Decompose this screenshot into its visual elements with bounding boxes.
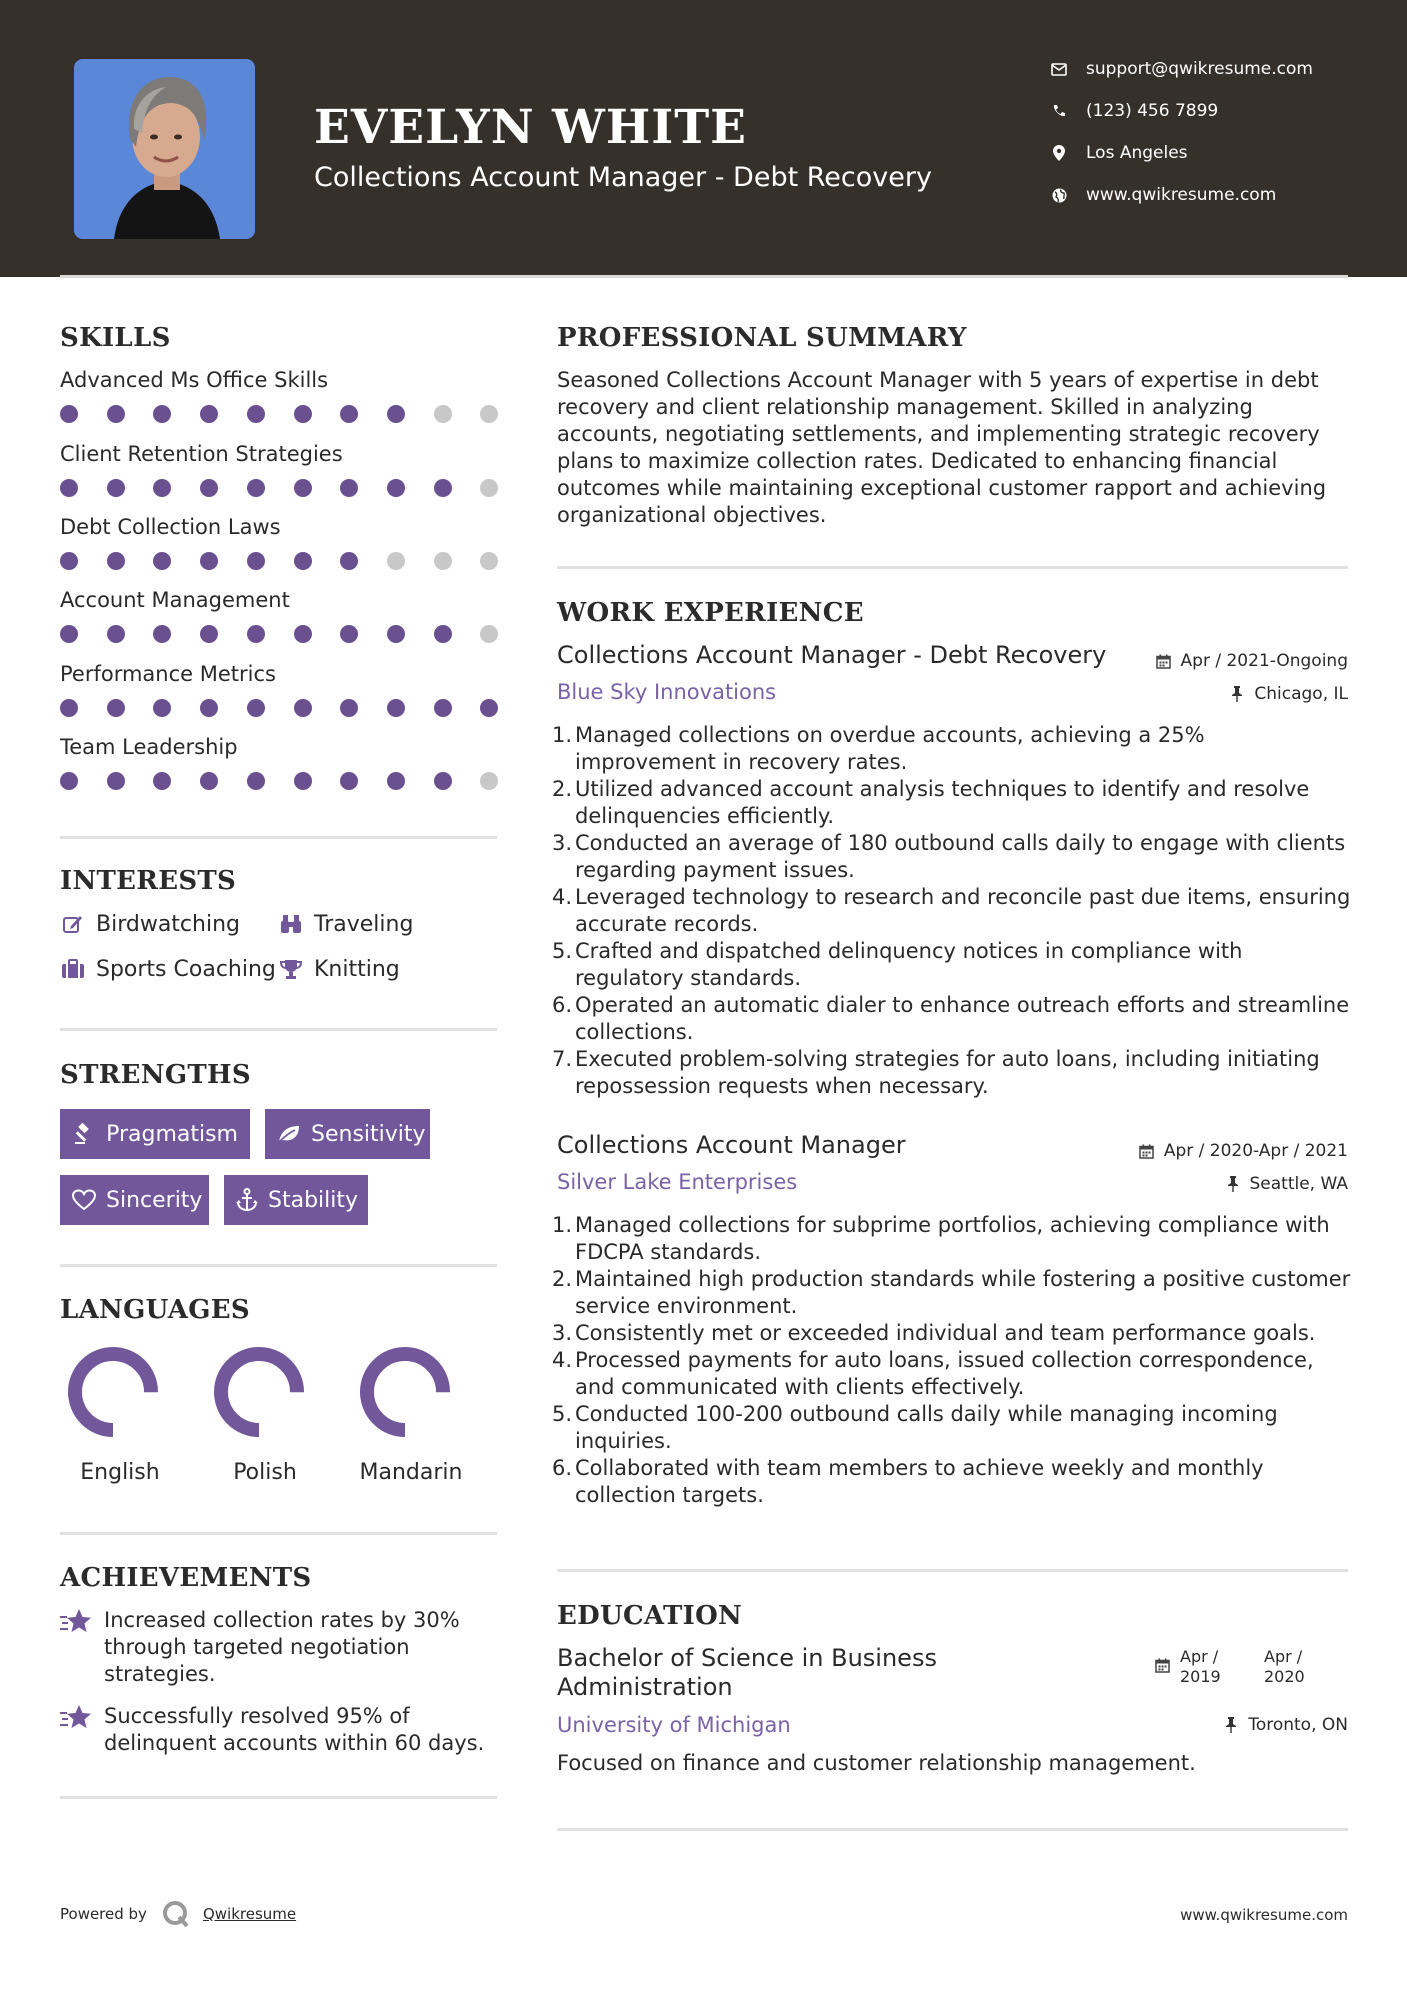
- pushpin-icon: [1222, 1716, 1240, 1734]
- education-start-date: Apr / 2019: [1180, 1647, 1221, 1686]
- skill-name: Team Leadership: [60, 735, 238, 759]
- job-bullet: 2. Utilized advanced account analysis techniques to identify and resolve delinquencies efficiently.: [552, 777, 1310, 828]
- leaf-icon: [277, 1121, 301, 1147]
- skill-dot-filled: [247, 552, 265, 570]
- job-dates: [1155, 651, 1348, 671]
- section-divider: [557, 566, 1348, 569]
- job-bullet: 3. Consistently met or exceeded individual and team performance goals.: [552, 1321, 1316, 1345]
- summary-text: Seasoned Collections Account Manager with 5 years of expertise in debt recovery and client relationship management. Skilled in analyzing accounts, negotiating settlements, and implementing strategic recovery plans to maximize collection rates. Dedicated to enhancing financial outcomes while maintaining exceptional customer rapport and achieving organizational objectives.: [557, 368, 1327, 527]
- skill-dot-filled: [200, 405, 218, 423]
- skill-dot-empty: [434, 405, 452, 423]
- strength-label: Sincerity: [106, 1187, 203, 1213]
- skill-rating: [60, 405, 500, 423]
- achievement-item: [60, 1703, 500, 1763]
- skills-heading: SKILLS: [60, 323, 171, 353]
- skill-dot-filled: [434, 479, 452, 497]
- skill-name: Advanced Ms Office Skills: [60, 368, 329, 392]
- briefcase-icon: [60, 956, 86, 982]
- job-bullet: 5. Conducted 100-200 outbound calls daily while managing incoming inquiries.: [552, 1402, 1278, 1453]
- skill-dot-filled: [153, 625, 171, 643]
- job-bullets: [552, 1212, 1352, 1509]
- qwikresume-logo-icon: [161, 1899, 191, 1929]
- skill-dot-filled: [200, 552, 218, 570]
- skill-dot-empty: [480, 479, 498, 497]
- skill-dot-filled: [294, 405, 312, 423]
- job-bullet: 1. Managed collections on overdue accounts, achieving a 25% improvement in recovery rates.: [552, 723, 1205, 774]
- candidate-name: EVELYN WHITE: [314, 100, 748, 155]
- job-dates: [1138, 1141, 1348, 1161]
- skill-dot-filled: [60, 625, 78, 643]
- skill-dot-filled: [434, 625, 452, 643]
- qwikresume-link[interactable]: Qwikresume: [202, 1905, 297, 1923]
- skill-dot-filled: [60, 552, 78, 570]
- star-achievement-icon: [60, 1703, 92, 1733]
- gavel-icon: [72, 1121, 96, 1147]
- summary-heading: PROFESSIONAL SUMMARY: [557, 323, 967, 353]
- skill-name: Performance Metrics: [60, 662, 276, 686]
- education-heading: EDUCATION: [557, 1601, 743, 1631]
- job-bullet: 1. Managed collections for subprime portfolios, achieving compliance with FDCPA standards.: [552, 1213, 1330, 1264]
- education-location-text: Toronto, ON: [1248, 1715, 1348, 1735]
- skill-dot-filled: [247, 625, 265, 643]
- job-bullets: [552, 722, 1352, 1100]
- achievement-text: Increased collection rates by 30% through targeted negotiation strategies.: [104, 1608, 460, 1686]
- skill-dot-empty: [480, 552, 498, 570]
- pushpin-icon: [1224, 1175, 1242, 1193]
- skill-dot-filled: [340, 405, 358, 423]
- achievement-text: Successfully resolved 95% of delinquent accounts within 60 days.: [104, 1704, 485, 1755]
- skill-dot-filled: [107, 479, 125, 497]
- job-company: Blue Sky Innovations: [557, 680, 777, 704]
- section-divider: [60, 1532, 497, 1535]
- experience-heading: WORK EXPERIENCE: [557, 598, 864, 628]
- pencil-square-icon: [60, 911, 86, 937]
- section-divider: [60, 836, 497, 839]
- skill-dot-filled: [340, 625, 358, 643]
- profile-photo: [74, 59, 255, 239]
- job-bullet: 6. Operated an automatic dialer to enhance outreach efforts and streamline collections.: [552, 993, 1350, 1044]
- interest-label: Traveling: [314, 911, 414, 937]
- skill-dot-filled: [294, 699, 312, 717]
- achievements-heading: ACHIEVEMENTS: [60, 1563, 312, 1593]
- skill-dot-filled: [153, 405, 171, 423]
- language-proficiency-ring: [66, 1345, 160, 1439]
- skill-dot-filled: [60, 699, 78, 717]
- job-bullet: 6. Collaborated with team members to achieve weekly and monthly collection targets.: [552, 1456, 1264, 1507]
- skill-rating: [60, 552, 500, 570]
- skill-dot-filled: [294, 479, 312, 497]
- calendar-icon: [1155, 1658, 1173, 1676]
- education-description: Focused on finance and customer relationship management.: [557, 1751, 1196, 1775]
- skill-dot-empty: [480, 405, 498, 423]
- achievement-item: [60, 1607, 500, 1692]
- job-bullet: 2. Maintained high production standards while fostering a positive customer service environment.: [552, 1267, 1351, 1318]
- anchor-icon: [236, 1187, 258, 1213]
- skill-dot-filled: [200, 699, 218, 717]
- skill-dot-filled: [387, 479, 405, 497]
- skill-dot-filled: [60, 772, 78, 790]
- calendar-icon: [1138, 1142, 1156, 1160]
- skill-rating: [60, 625, 500, 643]
- skill-dot-filled: [340, 772, 358, 790]
- interest-label: Birdwatching: [96, 911, 240, 937]
- section-divider: [557, 1828, 1348, 1831]
- skill-dot-filled: [153, 772, 171, 790]
- footer-powered-by: [60, 1899, 296, 1929]
- contact-website[interactable]: [1049, 182, 1276, 208]
- skill-dot-empty: [434, 552, 452, 570]
- skill-dot-filled: [107, 699, 125, 717]
- skill-dot-filled: [340, 552, 358, 570]
- contact-location: [1049, 140, 1188, 166]
- contact-website-text: www.qwikresume.com: [1086, 185, 1277, 205]
- skill-dot-filled: [60, 405, 78, 423]
- strength-badge: [60, 1175, 209, 1225]
- job-bullet: 3. Conducted an average of 180 outbound calls daily to engage with clients regarding payment issues.: [552, 831, 1346, 882]
- skill-dot-filled: [387, 772, 405, 790]
- skill-name: Debt Collection Laws: [60, 515, 281, 539]
- skill-dot-filled: [480, 699, 498, 717]
- skill-dot-filled: [387, 699, 405, 717]
- job-title: Collections Account Manager - Debt Recovery: [557, 641, 1107, 669]
- star-achievement-icon: [60, 1607, 92, 1637]
- skill-name: Client Retention Strategies: [60, 442, 343, 466]
- strength-badge: [60, 1109, 250, 1159]
- language-proficiency-ring: [212, 1345, 306, 1439]
- heart-icon: [72, 1187, 96, 1213]
- contact-phone[interactable]: [1049, 98, 1218, 124]
- strength-badge: [265, 1109, 430, 1159]
- job-title: Collections Account Manager: [557, 1131, 906, 1159]
- education-location: [1222, 1715, 1348, 1735]
- skill-name: Account Management: [60, 588, 290, 612]
- skill-dot-filled: [200, 772, 218, 790]
- language-proficiency-ring: [358, 1345, 452, 1439]
- globe-icon: [1049, 185, 1069, 205]
- interest-item: [278, 956, 400, 982]
- education-end-date: Apr / 2020: [1264, 1647, 1305, 1686]
- section-divider: [60, 1264, 497, 1267]
- skill-dot-empty: [480, 772, 498, 790]
- skill-dot-filled: [294, 552, 312, 570]
- skill-dot-filled: [107, 772, 125, 790]
- pushpin-icon: [1228, 685, 1246, 703]
- section-divider: [60, 1028, 497, 1031]
- skill-dot-filled: [247, 479, 265, 497]
- contact-location-text: Los Angeles: [1086, 143, 1188, 163]
- skill-dot-filled: [200, 625, 218, 643]
- job-dates-text: Apr / 2021-Ongoing: [1180, 651, 1348, 671]
- interest-item: [60, 911, 240, 937]
- skill-dot-filled: [153, 479, 171, 497]
- job-location: [1228, 684, 1348, 704]
- section-divider: [60, 1796, 497, 1799]
- contact-email-text: support@qwikresume.com: [1086, 59, 1313, 79]
- skill-rating: [60, 479, 500, 497]
- skill-dot-filled: [60, 479, 78, 497]
- interest-label: Sports Coaching: [96, 956, 276, 982]
- contact-phone-text: (123) 456 7899: [1086, 101, 1219, 121]
- strength-label: Sensitivity: [311, 1121, 426, 1147]
- language-name: Polish: [233, 1460, 297, 1485]
- job-bullet: 5. Crafted and dispatched delinquency notices in compliance with regulatory standards.: [552, 939, 1243, 990]
- skill-dot-filled: [387, 625, 405, 643]
- candidate-title: Collections Account Manager - Debt Recovery: [314, 162, 932, 193]
- skill-dot-filled: [107, 552, 125, 570]
- job-company: Silver Lake Enterprises: [557, 1170, 798, 1194]
- skill-rating: [60, 772, 500, 790]
- job-bullet: 4. Leveraged technology to research and reconcile past due items, ensuring accurate records.: [552, 885, 1351, 936]
- strength-badge: [224, 1175, 368, 1225]
- phone-icon: [1049, 101, 1069, 121]
- skill-dot-filled: [434, 699, 452, 717]
- interests-heading: INTERESTS: [60, 866, 237, 896]
- skill-dot-filled: [340, 479, 358, 497]
- degree-title-line2: Administration: [557, 1673, 733, 1701]
- location-pin-icon: [1049, 143, 1069, 163]
- skill-dot-filled: [200, 479, 218, 497]
- language-name: English: [80, 1460, 160, 1485]
- job-location: [1224, 1174, 1349, 1194]
- section-divider: [557, 1569, 1348, 1572]
- skill-dot-filled: [153, 552, 171, 570]
- job-location-text: Seattle, WA: [1249, 1174, 1348, 1194]
- skill-dot-empty: [387, 552, 405, 570]
- binoculars-icon: [278, 911, 304, 937]
- skill-dot-filled: [153, 699, 171, 717]
- skill-dot-filled: [247, 772, 265, 790]
- languages-heading: LANGUAGES: [60, 1295, 250, 1325]
- skill-dot-filled: [247, 405, 265, 423]
- contact-email[interactable]: [1049, 56, 1313, 82]
- header-divider: [60, 275, 1348, 278]
- calendar-icon: [1155, 652, 1173, 670]
- skill-dot-filled: [387, 405, 405, 423]
- skill-dot-filled: [247, 699, 265, 717]
- job-dates-text: Apr / 2020-Apr / 2021: [1163, 1141, 1348, 1161]
- skill-dot-filled: [294, 625, 312, 643]
- interest-label: Knitting: [314, 956, 400, 982]
- education-school: University of Michigan: [557, 1713, 791, 1737]
- interest-item: [278, 911, 413, 937]
- strength-label: Stability: [268, 1187, 359, 1213]
- interest-item: [60, 956, 276, 982]
- powered-by-text: Powered by: [60, 1905, 147, 1923]
- language-name: Mandarin: [359, 1460, 463, 1485]
- job-location-text: Chicago, IL: [1254, 684, 1348, 704]
- envelope-icon: [1049, 59, 1069, 79]
- strengths-heading: STRENGTHS: [60, 1060, 251, 1090]
- trophy-icon: [278, 956, 304, 982]
- job-bullet: 7. Executed problem-solving strategies for auto loans, including initiating repossession requests when necessary.: [552, 1047, 1320, 1098]
- strength-label: Pragmatism: [106, 1121, 238, 1147]
- skill-dot-empty: [480, 625, 498, 643]
- skill-dot-filled: [294, 772, 312, 790]
- degree-title-line1: Bachelor of Science in Business: [557, 1644, 937, 1672]
- skill-dot-filled: [340, 699, 358, 717]
- skill-dot-filled: [107, 405, 125, 423]
- footer-website-link[interactable]: www.qwikresume.com: [1180, 1906, 1348, 1924]
- skill-rating: [60, 699, 500, 717]
- job-bullet: 4. Processed payments for auto loans, issued collection correspondence, and communicated with clients effectively.: [552, 1348, 1314, 1399]
- skill-dot-filled: [107, 625, 125, 643]
- skill-dot-filled: [434, 772, 452, 790]
